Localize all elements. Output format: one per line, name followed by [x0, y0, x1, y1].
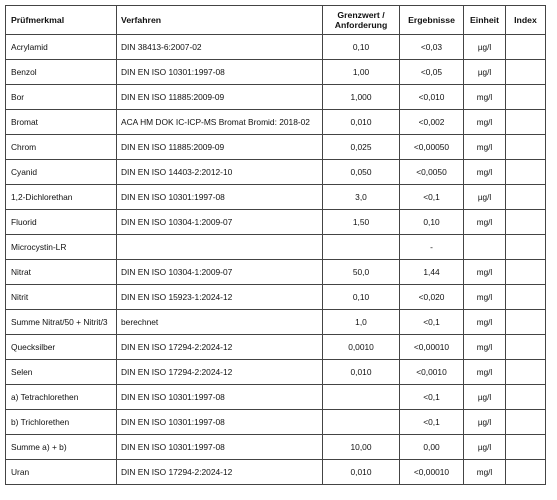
- cell-index: [506, 410, 546, 435]
- cell-einheit: mg/l: [464, 360, 506, 385]
- cell-pruefmerkmal: Quecksilber: [6, 335, 117, 360]
- cell-pruefmerkmal: b) Trichlorethen: [6, 410, 117, 435]
- cell-einheit: mg/l: [464, 135, 506, 160]
- cell-pruefmerkmal: Uran: [6, 460, 117, 485]
- cell-grenzwert: 10,00: [323, 435, 400, 460]
- cell-index: [506, 235, 546, 260]
- table-row: [6, 210, 546, 235]
- header-ergebnisse: Ergebnisse: [400, 6, 464, 35]
- cell-pruefmerkmal: Summe Nitrat/50 + Nitrit/3: [6, 310, 117, 335]
- cell-grenzwert: 1,50: [323, 210, 400, 235]
- table-header-row: [6, 6, 546, 35]
- cell-verfahren: DIN EN ISO 17294-2:2024-12: [117, 360, 323, 385]
- cell-index: [506, 335, 546, 360]
- cell-grenzwert: 50,0: [323, 260, 400, 285]
- cell-einheit: mg/l: [464, 460, 506, 485]
- cell-ergebnis: <0,1: [400, 185, 464, 210]
- table-row: [6, 260, 546, 285]
- cell-pruefmerkmal: Nitrat: [6, 260, 117, 285]
- cell-einheit: µg/l: [464, 435, 506, 460]
- cell-einheit: µg/l: [464, 410, 506, 435]
- cell-einheit: µg/l: [464, 185, 506, 210]
- cell-verfahren: DIN EN ISO 10301:1997-08: [117, 410, 323, 435]
- table-row: [6, 135, 546, 160]
- cell-verfahren: DIN EN ISO 11885:2009-09: [117, 85, 323, 110]
- table-row: [6, 60, 546, 85]
- cell-verfahren: DIN EN ISO 11885:2009-09: [117, 135, 323, 160]
- header-index: Index: [506, 6, 546, 35]
- cell-pruefmerkmal: Fluorid: [6, 210, 117, 235]
- cell-pruefmerkmal: Bromat: [6, 110, 117, 135]
- cell-pruefmerkmal: Microcystin-LR: [6, 235, 117, 260]
- cell-index: [506, 285, 546, 310]
- cell-grenzwert: 0,025: [323, 135, 400, 160]
- cell-ergebnis: <0,0010: [400, 360, 464, 385]
- cell-ergebnis: <0,020: [400, 285, 464, 310]
- cell-index: [506, 385, 546, 410]
- cell-index: [506, 360, 546, 385]
- cell-ergebnis: <0,010: [400, 85, 464, 110]
- cell-verfahren: DIN EN ISO 10301:1997-08: [117, 185, 323, 210]
- cell-grenzwert: 1,00: [323, 60, 400, 85]
- cell-grenzwert: 1,0: [323, 310, 400, 335]
- cell-verfahren: DIN EN ISO 17294-2:2024-12: [117, 460, 323, 485]
- cell-grenzwert: 0,050: [323, 160, 400, 185]
- cell-einheit: mg/l: [464, 285, 506, 310]
- cell-einheit: mg/l: [464, 335, 506, 360]
- cell-grenzwert: 0,010: [323, 110, 400, 135]
- table-row: [6, 110, 546, 135]
- cell-grenzwert: [323, 385, 400, 410]
- cell-index: [506, 210, 546, 235]
- cell-verfahren: berechnet: [117, 310, 323, 335]
- cell-index: [506, 135, 546, 160]
- cell-verfahren: DIN EN ISO 10304-1:2009-07: [117, 260, 323, 285]
- cell-einheit: mg/l: [464, 310, 506, 335]
- cell-ergebnis: <0,00010: [400, 335, 464, 360]
- cell-verfahren: DIN EN ISO 10301:1997-08: [117, 385, 323, 410]
- cell-pruefmerkmal: Nitrit: [6, 285, 117, 310]
- cell-einheit: mg/l: [464, 160, 506, 185]
- cell-ergebnis: <0,1: [400, 385, 464, 410]
- table-row: [6, 35, 546, 60]
- cell-pruefmerkmal: Summe a) + b): [6, 435, 117, 460]
- cell-index: [506, 310, 546, 335]
- cell-ergebnis: 0,00: [400, 435, 464, 460]
- cell-verfahren: ACA HM DOK IC-ICP-MS Bromat Bromid: 2018-02: [117, 110, 323, 135]
- cell-grenzwert: 0,010: [323, 460, 400, 485]
- cell-index: [506, 185, 546, 210]
- cell-einheit: mg/l: [464, 85, 506, 110]
- cell-pruefmerkmal: 1,2-Dichlorethan: [6, 185, 117, 210]
- cell-verfahren: DIN EN ISO 15923-1:2024-12: [117, 285, 323, 310]
- cell-pruefmerkmal: Benzol: [6, 60, 117, 85]
- cell-ergebnis: 0,10: [400, 210, 464, 235]
- cell-grenzwert: 1,000: [323, 85, 400, 110]
- table-row: [6, 410, 546, 435]
- header-verfahren: Verfahren: [117, 6, 323, 35]
- cell-grenzwert: 0,010: [323, 360, 400, 385]
- cell-verfahren: [117, 235, 323, 260]
- results-table: [5, 5, 546, 485]
- cell-pruefmerkmal: Acrylamid: [6, 35, 117, 60]
- table-row: [6, 285, 546, 310]
- table-row: [6, 310, 546, 335]
- cell-grenzwert: 3,0: [323, 185, 400, 210]
- header-pruefmerkmal: Prüfmerkmal: [6, 6, 117, 35]
- cell-ergebnis: <0,0050: [400, 160, 464, 185]
- cell-ergebnis: <0,00010: [400, 460, 464, 485]
- cell-verfahren: DIN EN ISO 10301:1997-08: [117, 60, 323, 85]
- header-grenzwert: [323, 6, 400, 35]
- cell-grenzwert: [323, 410, 400, 435]
- cell-grenzwert: 0,0010: [323, 335, 400, 360]
- table-row: [6, 185, 546, 210]
- cell-ergebnis: <0,00050: [400, 135, 464, 160]
- cell-pruefmerkmal: Bor: [6, 85, 117, 110]
- cell-grenzwert: 0,10: [323, 35, 400, 60]
- cell-einheit: mg/l: [464, 210, 506, 235]
- cell-grenzwert: 0,10: [323, 285, 400, 310]
- cell-index: [506, 35, 546, 60]
- cell-einheit: mg/l: [464, 110, 506, 135]
- header-grenzwert-line1: Grenzwert /: [337, 10, 385, 20]
- cell-index: [506, 60, 546, 85]
- table-row: [6, 460, 546, 485]
- cell-ergebnis: -: [400, 235, 464, 260]
- cell-pruefmerkmal: Chrom: [6, 135, 117, 160]
- cell-ergebnis: <0,1: [400, 410, 464, 435]
- table-row: [6, 335, 546, 360]
- cell-grenzwert: [323, 235, 400, 260]
- table-row: [6, 360, 546, 385]
- cell-verfahren: DIN EN ISO 10301:1997-08: [117, 435, 323, 460]
- cell-ergebnis: <0,002: [400, 110, 464, 135]
- header-einheit: Einheit: [464, 6, 506, 35]
- table-row: [6, 160, 546, 185]
- cell-einheit: [464, 235, 506, 260]
- table-body: [6, 35, 546, 485]
- cell-pruefmerkmal: Selen: [6, 360, 117, 385]
- cell-pruefmerkmal: Cyanid: [6, 160, 117, 185]
- header-grenzwert-line2: Anforderung: [334, 20, 388, 30]
- cell-einheit: µg/l: [464, 35, 506, 60]
- cell-index: [506, 435, 546, 460]
- table-row: [6, 235, 546, 260]
- cell-verfahren: DIN EN ISO 14403-2:2012-10: [117, 160, 323, 185]
- cell-pruefmerkmal: a) Tetrachlorethen: [6, 385, 117, 410]
- cell-verfahren: DIN EN ISO 10304-1:2009-07: [117, 210, 323, 235]
- cell-index: [506, 85, 546, 110]
- cell-einheit: mg/l: [464, 260, 506, 285]
- cell-index: [506, 460, 546, 485]
- cell-ergebnis: <0,03: [400, 35, 464, 60]
- cell-index: [506, 160, 546, 185]
- cell-verfahren: DIN EN ISO 17294-2:2024-12: [117, 335, 323, 360]
- cell-verfahren: DIN 38413-6:2007-02: [117, 35, 323, 60]
- cell-ergebnis: <0,05: [400, 60, 464, 85]
- cell-einheit: µg/l: [464, 385, 506, 410]
- table-row: [6, 385, 546, 410]
- table-row: [6, 85, 546, 110]
- cell-einheit: µg/l: [464, 60, 506, 85]
- cell-index: [506, 110, 546, 135]
- cell-ergebnis: 1,44: [400, 260, 464, 285]
- cell-index: [506, 260, 546, 285]
- cell-ergebnis: <0,1: [400, 310, 464, 335]
- table-row: [6, 435, 546, 460]
